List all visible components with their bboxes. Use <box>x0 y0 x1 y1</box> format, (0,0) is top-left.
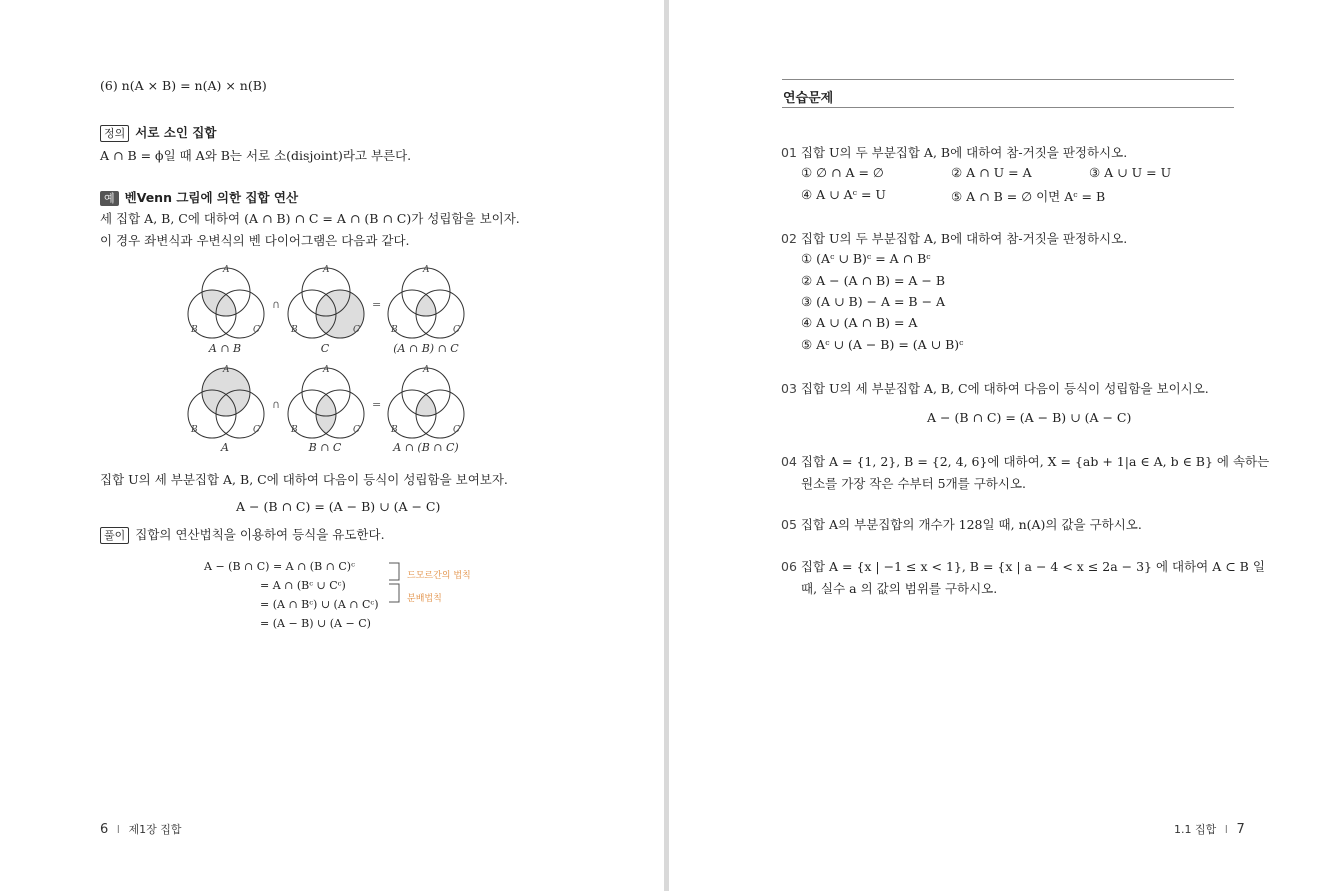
example-title: 벤Venn 그림에 의한 집합 연산 <box>124 190 299 205</box>
identity-formula: A − (B ∩ C) = (A − B) ∪ (A − C) <box>236 499 441 514</box>
venn-label-c: C <box>353 425 360 435</box>
example-line-1: 세 집합 A, B, C에 대하여 (A ∩ B) ∩ C = A ∩ (B ∩ C)가 성립함을 보이자. <box>100 211 520 226</box>
problem-text: 집합 A = {x | −1 ≤ x < 1}, B = {x | a − 4 < x ≤ 2a − 3} 에 대하여 A ⊂ B 일 <box>800 559 1265 574</box>
exercise-heading: 연습문제 <box>783 91 834 106</box>
solution-line <box>100 524 385 544</box>
operator-equals: = <box>372 398 382 411</box>
venn-label-b: B <box>191 425 198 435</box>
venn-caption: C <box>320 342 330 355</box>
page-number: 6 <box>100 822 109 837</box>
heading-rule-bottom <box>782 107 1234 108</box>
solution-text: 집합의 연산법칙을 이용하여 등식을 유도한다. <box>135 527 385 542</box>
problem-text-continued: 원소를 가장 작은 수부터 5개를 구하시오. <box>801 476 1026 491</box>
problem-text: 집합 U의 두 부분집합 A, B에 대하여 참-거짓을 판정하시오. <box>800 145 1128 160</box>
definition-heading <box>100 122 216 142</box>
problem-text: 집합 U의 두 부분집합 A, B에 대하여 참-거짓을 판정하시오. <box>800 231 1128 246</box>
venn-label-c: C <box>253 425 260 435</box>
problem-01 <box>781 143 1127 161</box>
operator-intersect: ∩ <box>272 298 281 311</box>
problem-number: 01 <box>781 145 797 160</box>
right-footer <box>1174 821 1245 837</box>
venn-diagrams <box>180 262 480 457</box>
problem-number: 04 <box>781 454 797 469</box>
definition-title: 서로 소인 집합 <box>135 125 217 140</box>
choice: ① (Aᶜ ∪ B)ᶜ = A ∩ Bᶜ <box>801 251 931 266</box>
venn-label-c: C <box>253 325 260 335</box>
operator-equals: = <box>372 298 382 311</box>
right-page <box>669 0 1333 891</box>
problem-02 <box>781 229 1127 247</box>
problem-text: 집합 A의 부분집합의 개수가 128일 때, n(A)의 값을 구하시오. <box>800 517 1142 532</box>
problem-04 <box>781 452 1269 470</box>
venn-label-a: A <box>423 265 430 275</box>
choice: ③ (A ∪ B) − A = B − A <box>801 294 946 309</box>
definition-body: A ∩ B = ϕ일 때 A와 B는 서로 소(disjoint)라고 부른다. <box>100 148 412 163</box>
venn-label-a: A <box>423 365 430 375</box>
venn-caption: B ∩ C <box>308 441 342 454</box>
law-de-morgan: 드모르간의 법칙 <box>407 571 471 581</box>
choice: ① ∅ ∩ A = ∅ <box>801 165 884 180</box>
footer-separator: I <box>116 823 121 836</box>
left-footer <box>100 821 182 837</box>
venn-caption: A ∩ B <box>208 342 242 355</box>
derivation-line-1: A − (B ∩ C) = A ∩ (B ∩ C)ᶜ <box>204 560 355 573</box>
choice: ⑤ A ∩ B = ∅ 이면 Aᶜ = B <box>951 189 1106 204</box>
definition-label: 정의 <box>100 125 129 142</box>
example-label: 예 <box>100 191 119 206</box>
heading-rule-top <box>782 79 1234 80</box>
choice: ② A − (A ∩ B) = A − B <box>801 273 946 288</box>
derivation-line-4: = (A − B) ∪ (A − C) <box>260 617 371 630</box>
chapter-label: 제1장 집합 <box>128 823 182 836</box>
venn-label-c: C <box>453 425 460 435</box>
property-6: (6) n(A × B) = n(A) × n(B) <box>100 78 267 93</box>
page-number: 7 <box>1236 822 1245 837</box>
choice: ⑤ Aᶜ ∪ (A − B) = (A ∪ B)ᶜ <box>801 337 964 352</box>
derivation-line-2: = A ∩ (Bᶜ ∪ Cᶜ) <box>260 579 346 592</box>
choice: ② A ∩ U = A <box>951 165 1032 180</box>
venn-label-b: B <box>291 425 298 435</box>
footer-separator: I <box>1224 823 1228 836</box>
venn-caption: A ∩ (B ∩ C) <box>393 441 459 454</box>
operator-intersect: ∩ <box>272 398 281 411</box>
problem-05 <box>781 515 1142 533</box>
venn-label-b: B <box>291 325 298 335</box>
choice: ④ A ∪ Aᶜ = U <box>801 187 886 202</box>
law-brackets <box>388 562 404 606</box>
section-label: 1.1 집합 <box>1174 823 1217 836</box>
solution-label: 풀이 <box>100 527 129 544</box>
choice: ④ A ∪ (A ∩ B) = A <box>801 315 918 330</box>
problem-text: 집합 A = {1, 2}, B = {2, 4, 6}에 대하여, X = {ab + 1|a ∈ A, b ∈ B} 에 속하는 <box>800 454 1270 469</box>
venn-label-a: A <box>323 365 330 375</box>
choice: ③ A ∪ U = U <box>1089 165 1172 180</box>
problem-number: 06 <box>781 559 797 574</box>
venn-label-a: A <box>223 265 230 275</box>
venn-label-b: B <box>391 325 398 335</box>
venn-label-b: B <box>391 425 398 435</box>
venn-label-c: C <box>453 325 460 335</box>
example-line-2: 이 경우 좌변식과 우변식의 벤 다이어그램은 다음과 같다. <box>100 233 410 248</box>
problem-03 <box>781 379 1209 397</box>
problem-text-continued: 때, 실수 a 의 값의 범위를 구하시오. <box>801 581 998 596</box>
venn-label-a: A <box>323 265 330 275</box>
problem-formula: A − (B ∩ C) = (A − B) ∪ (A − C) <box>927 410 1132 425</box>
example-heading <box>100 187 298 206</box>
venn-label-a: A <box>223 365 230 375</box>
problem-number: 05 <box>781 517 797 532</box>
derivation-line-3: = (A ∩ Bᶜ) ∪ (A ∩ Cᶜ) <box>260 598 379 611</box>
problem-text: 집합 U의 세 부분집합 A, B, C에 대하여 다음이 등식이 성립함을 보이시오. <box>800 381 1209 396</box>
left-page <box>0 0 664 891</box>
prove-line: 집합 U의 세 부분집합 A, B, C에 대하여 다음이 등식이 성립함을 보여보자. <box>100 472 508 487</box>
law-distributive: 분배법칙 <box>407 594 442 604</box>
venn-caption: (A ∩ B) ∩ C <box>393 342 459 355</box>
problem-number: 03 <box>781 381 797 396</box>
problem-06 <box>781 557 1265 575</box>
venn-label-c: C <box>353 325 360 335</box>
problem-number: 02 <box>781 231 797 246</box>
venn-caption: A <box>221 441 229 454</box>
venn-label-b: B <box>191 325 198 335</box>
